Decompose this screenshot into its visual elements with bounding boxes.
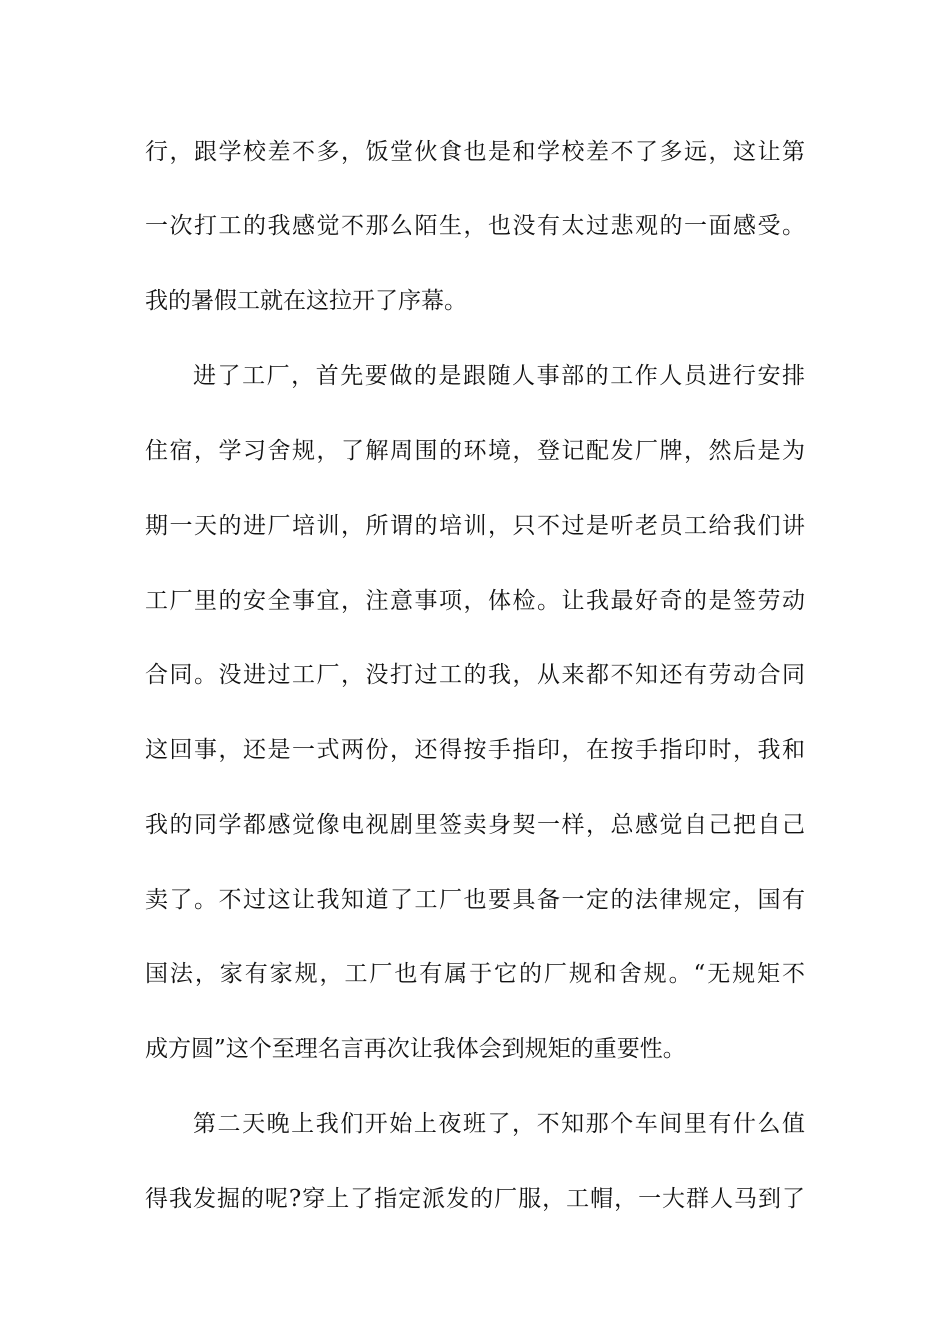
paragraph-first-line: 进了工厂，首先要做的是跟随人事部的工作人员进行安排 [193,363,805,389]
text-line: 这回事，还是一式两份，还得按手指印，在按手指印时，我和 [145,737,805,763]
text-line: 工厂里的安全事宜，注意事项，体检。让我最好奇的是签劳动 [145,588,805,614]
text-line: 我的同学都感觉像电视剧里签卖身契一样，总感觉自己把自己 [145,812,805,838]
text-line: 卖了。不过这让我知道了工厂也要具备一定的法律规定，国有 [145,887,805,913]
text-line: 期一天的进厂培训，所谓的培训，只不过是听老员工给我们讲 [145,513,805,539]
text-line: 成方圆”这个至理名言再次让我体会到规矩的重要性。 [145,1036,686,1062]
text-line: 我的暑假工就在这拉开了序幕。 [145,288,467,314]
text-line: 得我发掘的呢?穿上了指定派发的厂服，工帽，一大群人马到了 [145,1186,805,1212]
text-line: 一次打工的我感觉不那么陌生，也没有太过悲观的一面感受。 [145,213,805,239]
text-line: 行，跟学校差不多，饭堂伙食也是和学校差不了多远，这让第 [145,139,805,165]
text-line: 国法，家有家规，工厂也有属于它的厂规和舍规。“无规矩不 [145,961,805,987]
paragraph-first-line: 第二天晚上我们开始上夜班了，不知那个车间里有什么值 [193,1111,805,1137]
text-line: 合同。没进过工厂，没打过工的我，从来都不知还有劳动合同 [145,662,805,688]
text-line: 住宿，学习舍规，了解周围的环境，登记配发厂牌，然后是为 [145,438,805,464]
